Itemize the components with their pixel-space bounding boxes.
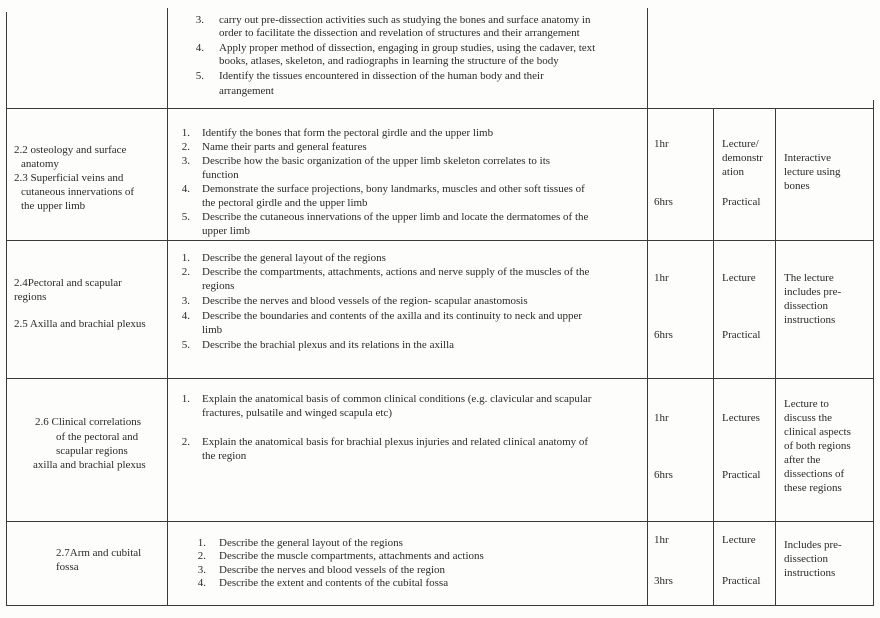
objective-text: function: [202, 169, 239, 181]
objective-number: 1.: [181, 127, 190, 139]
method-text: Practical: [722, 469, 761, 481]
objective-text: Describe the general layout of the regions: [219, 537, 403, 549]
objective-number: 1.: [181, 393, 190, 405]
table-left-border: [6, 12, 7, 606]
remarks-text: dissection: [784, 300, 828, 312]
remarks-text: of both regions: [784, 440, 851, 452]
row-divider-2: [6, 240, 874, 241]
objective-text: Describe the boundaries and contents of the axilla and its continuity to neck and upper: [202, 310, 582, 322]
hours-lecture: 1hr: [654, 272, 669, 284]
row-divider-4: [6, 521, 874, 522]
remarks-text: after the: [784, 454, 821, 466]
objective-text: Describe the muscle compartments, attachments and actions: [219, 550, 484, 562]
remarks-text: Lecture to: [784, 398, 829, 410]
objective-text: books, atlases, skeleton, and radiographs in learning the structure of the body: [219, 55, 559, 67]
method-text: Practical: [722, 329, 761, 341]
row-divider-3: [6, 378, 874, 379]
topic-text: 2.5 Axilla and brachial plexus: [14, 318, 146, 330]
table-bottom-border: [6, 605, 874, 606]
method-text: Practical: [722, 575, 761, 587]
objective-number: 2.: [181, 141, 190, 153]
topic-text: anatomy: [21, 158, 59, 170]
topic-text: cutaneous innervations of: [21, 186, 135, 198]
objective-number: 2.: [197, 550, 206, 562]
method-text: Practical: [722, 196, 761, 208]
objective-number: 3.: [195, 14, 204, 26]
objective-number: 1.: [197, 537, 206, 549]
objective-text: Describe the nerves and blood vessels of the region: [219, 564, 446, 576]
objective-text: Identify the tissues encountered in dissection of the human body and their: [219, 70, 544, 82]
topic-text: scapular regions: [56, 445, 128, 457]
column-divider-method: [775, 108, 776, 606]
method-text: ation: [722, 166, 744, 178]
objective-text: Identify the bones that form the pectoral girdle and the upper limb: [202, 127, 494, 139]
objective-text: Explain the anatomical basis of common clinical conditions (e.g. clavicular and scapular: [202, 393, 592, 405]
hours-lecture: 1hr: [654, 534, 669, 546]
objective-text: Explain the anatomical basis for brachial plexus injuries and related clinical anatomy of: [202, 436, 589, 448]
objective-number: 4.: [197, 577, 206, 589]
method-text: Lecture: [722, 534, 756, 546]
table-right-border: [873, 100, 874, 606]
topic-text: 2.3 Superficial veins and: [14, 172, 124, 184]
objective-text: arrangement: [219, 85, 274, 97]
topic-text: 2.4Pectoral and scapular: [14, 277, 122, 289]
method-text: Lecture: [722, 272, 756, 284]
topic-text: of the pectoral and: [56, 431, 139, 443]
remarks-text: dissection: [784, 553, 828, 565]
remarks-text: The lecture: [784, 272, 834, 284]
remarks-text: Includes pre-: [784, 539, 842, 551]
objective-text: Describe the nerves and blood vessels of the region- scapular anastomosis: [202, 295, 528, 307]
objective-number: 4.: [181, 183, 190, 195]
objective-text: carry out pre-dissection activities such as studying the bones and surface anatomy in: [219, 14, 591, 26]
objective-text: upper limb: [202, 225, 250, 237]
objective-text: Describe the compartments, attachments, actions and nerve supply of the muscles of the: [202, 266, 590, 278]
remarks-text: includes pre-: [784, 286, 842, 298]
column-divider-hours: [713, 108, 714, 606]
remarks-text: lecture using: [784, 166, 841, 178]
objective-text: the pectoral girdle and the upper limb: [202, 197, 368, 209]
hours-practical: 3hrs: [654, 575, 673, 587]
hours-lecture: 1hr: [654, 138, 669, 150]
objective-number: 3.: [181, 295, 190, 307]
topic-text: 2.6 Clinical correlations: [35, 416, 141, 428]
objective-number: 5.: [181, 211, 190, 223]
objective-number: 5.: [195, 70, 204, 82]
topic-text: regions: [14, 291, 47, 303]
hours-lecture: 1hr: [654, 412, 669, 424]
hours-practical: 6hrs: [654, 469, 673, 481]
objective-number: 1.: [181, 252, 190, 264]
objective-number: 3.: [197, 564, 206, 576]
remarks-text: these regions: [784, 482, 842, 494]
topic-text: 2.7Arm and cubital: [56, 547, 142, 559]
objective-number: 2.: [181, 436, 190, 448]
topic-text: the upper limb: [21, 200, 86, 212]
remarks-text: clinical aspects: [784, 426, 851, 438]
topic-text: fossa: [56, 561, 79, 573]
objective-text: order to facilitate the dissection and revelation of structures and their arrangement: [219, 27, 580, 39]
hours-practical: 6hrs: [654, 196, 673, 208]
column-divider-objectives: [647, 8, 648, 606]
column-divider-topic: [167, 8, 168, 606]
objective-text: the region: [202, 450, 247, 462]
row-divider-1: [6, 108, 874, 109]
objective-number: 2.: [181, 266, 190, 278]
objective-text: Apply proper method of dissection, engaging in group studies, using the cadaver, text: [219, 42, 596, 54]
remarks-text: instructions: [784, 314, 836, 326]
method-text: Lecture/: [722, 138, 759, 150]
objective-text: Describe how the basic organization of the upper limb skeleton correlates to its: [202, 155, 551, 167]
remarks-text: Interactive: [784, 152, 832, 164]
remarks-text: discuss the: [784, 412, 832, 424]
objective-text: Describe the cutaneous innervations of the upper limb and locate the dermatomes of the: [202, 211, 589, 223]
objective-text: Describe the brachial plexus and its relations in the axilla: [202, 339, 455, 351]
remarks-text: instructions: [784, 567, 836, 579]
objective-number: 4.: [181, 310, 190, 322]
topic-text: axilla and brachial plexus: [33, 459, 146, 471]
remarks-text: dissections of: [784, 468, 845, 480]
objective-number: 3.: [181, 155, 190, 167]
objective-text: Name their parts and general features: [202, 141, 367, 153]
topic-text: 2.2 osteology and surface: [14, 144, 127, 156]
method-text: Lectures: [722, 412, 760, 424]
objective-text: Describe the general layout of the regions: [202, 252, 386, 264]
hours-practical: 6hrs: [654, 329, 673, 341]
method-text: demonstr: [722, 152, 763, 164]
objective-text: limb: [202, 324, 223, 336]
remarks-text: bones: [784, 180, 810, 192]
objective-text: regions: [202, 280, 235, 292]
objective-number: 5.: [181, 339, 190, 351]
objective-text: fractures, pulsatile and winged scapula etc): [202, 407, 392, 419]
objective-number: 4.: [195, 42, 204, 54]
objective-text: Demonstrate the surface projections, bony landmarks, muscles and other soft tissues of: [202, 183, 585, 195]
objective-text: Describe the extent and contents of the cubital fossa: [219, 577, 449, 589]
